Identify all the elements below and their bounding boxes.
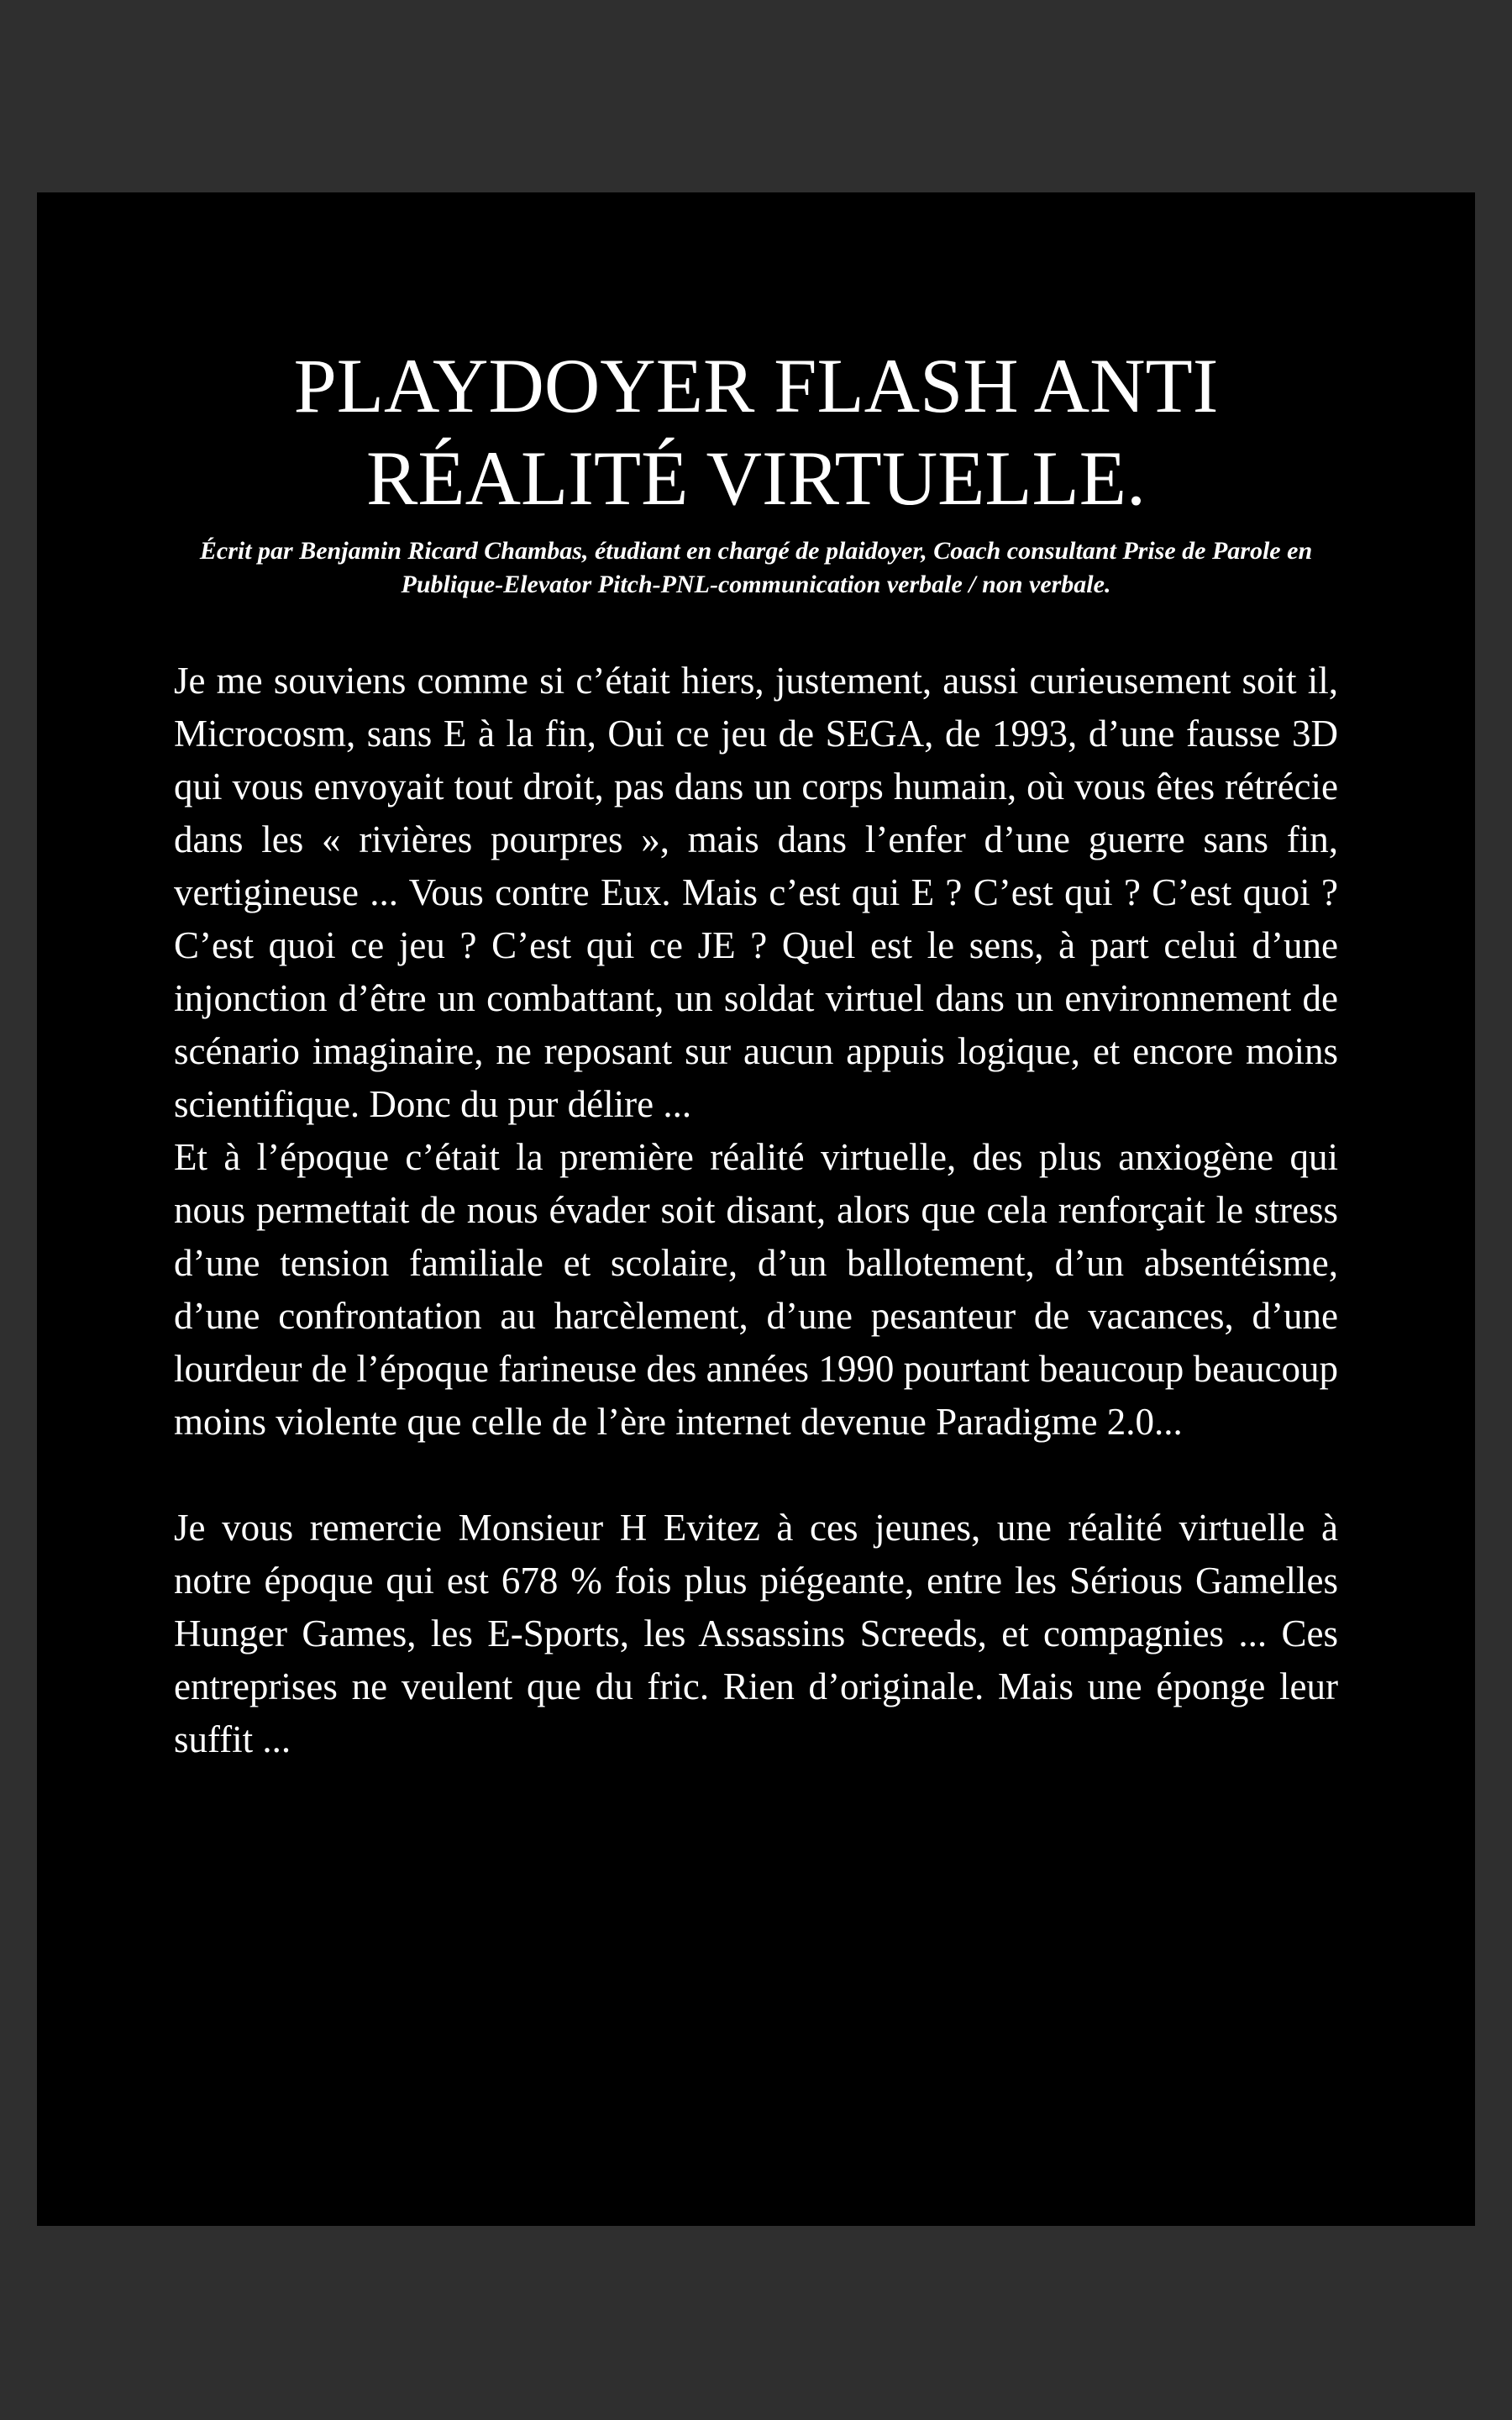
paragraph-1: Je me souviens comme si c’était hiers, justement, aussi curieusement soit il, Microcosm, sans E à la fin, Oui ce jeu de SEGA, de 1993, d’une fausse 3D qui vous envoyait tout droit, pas dans un corps humain, où vous êtes rétrécie dans les « rivières pourpres », mais dans l’enfer d’une guerre sans fin, vertigineuse ... Vous contre Eux. Mais c’est qui E ? C’est qui ? C’est quoi ? C’est quoi ce jeu ? C’est qui ce JE ? Quel est le sens, à part celui d’une injonction d’être un combattant, un soldat virtuel dans un environnement de scénario imaginaire, ne reposant sur aucun appuis logique, et encore moins scientifique. Donc du pur délire ... xyxy=(174,660,1338,1125)
paragraph-3: Je vous remercie Monsieur H Evitez à ces jeunes, une réalité virtuelle à notre époque qui est 678 % fois plus piégeante, entre les Sérious Gamelles Hunger Games, les E-Sports, les Assassins Screeds, et compagnies ... Ces entreprises ne veulent que du fric. Rien d’originale. Mais une éponge leur suffit ... xyxy=(174,1507,1338,1760)
document-title xyxy=(174,339,1338,524)
paragraph-2: Et à l’époque c’était la première réalité virtuelle, des plus anxiogène qui nous permettait de nous évader soit disant, alors que cela renforçait le stress d’une tension familiale et scolaire, d’un ballotement, d’un absentéisme, d’une confrontation au harcèlement, d’une pesanteur de vacances, d’une lourdeur de l’époque farineuse des années 1990 pourtant beaucoup beaucoup moins violente que celle de l’ère internet devenue Paradigme 2.0... xyxy=(174,1136,1338,1443)
body-text xyxy=(174,655,1338,1766)
document-content xyxy=(174,339,1338,1766)
paragraph-spacer xyxy=(174,1449,1338,1502)
document-page xyxy=(37,192,1475,2226)
title-line-1: PLAYDOYER FLASH ANTI xyxy=(293,343,1219,429)
byline: Écrit par Benjamin Ricard Chambas, étudiant en chargé de plaidoyer, Coach consultant Prise de Parole en Publique-Elevator Pitch-PNL-communication verbale / non verbale. xyxy=(199,537,1313,598)
title-line-2: RÉALITÉ VIRTUELLE. xyxy=(366,435,1146,521)
